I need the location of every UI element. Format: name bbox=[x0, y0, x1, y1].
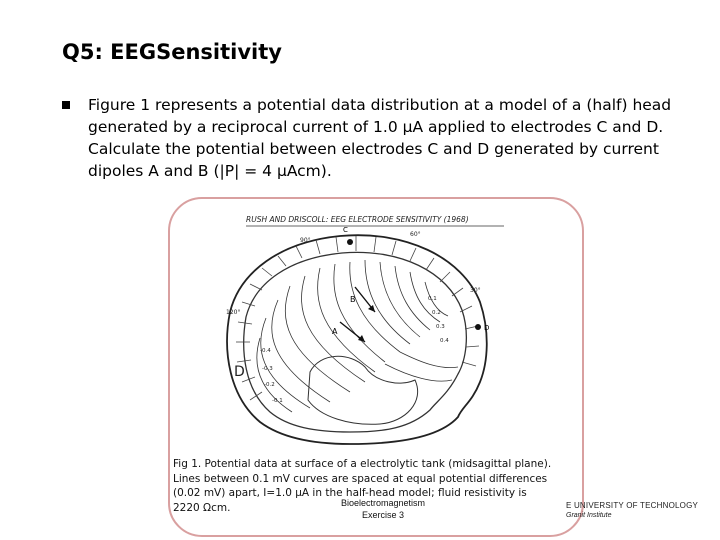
bullet-marker bbox=[62, 101, 70, 109]
svg-text:C: C bbox=[343, 226, 348, 234]
footer-exercise: Exercise 3 bbox=[361, 510, 405, 520]
footer-course-name: Bioelectromagnetism bbox=[340, 498, 426, 508]
svg-text:60°: 60° bbox=[410, 231, 421, 238]
question-text: Figure 1 represents a potential data distribution at a model of a (half) head generated by a reciprocal current of 1.0 µA applied to electrodes C and D. Calculate the potential between electrodes C and D generated by current dipoles A and B (|P| = 4 µAcm). bbox=[88, 96, 672, 180]
figure-caption: Fig 1. Potential data at surface of a electrolytic tank (midsagittal plane). Lines between 0.1 mV curves are spaced at equal potential differences (0.02 mV) apart, I=1.0 µA in the half-head model; fluid resistivity is 2220 Ωcm. bbox=[173, 458, 552, 514]
svg-text:120°: 120° bbox=[226, 309, 241, 316]
svg-text:-0.3: -0.3 bbox=[262, 366, 273, 372]
footer-course bbox=[333, 497, 433, 521]
svg-text:90°: 90° bbox=[300, 237, 311, 244]
svg-text:30°: 30° bbox=[470, 287, 481, 294]
slide-title: Q5: EEGSensitivity bbox=[62, 40, 282, 64]
svg-text:B: B bbox=[350, 295, 356, 304]
footer-institute: Granit Institute bbox=[566, 512, 612, 519]
footer-university: E UNIVERSITY OF TECHNOLOGY bbox=[566, 501, 699, 510]
svg-text:-0.2: -0.2 bbox=[264, 382, 275, 388]
contour-labels bbox=[260, 296, 449, 404]
svg-text:0.3: 0.3 bbox=[436, 324, 445, 330]
head-outline-inner bbox=[244, 252, 467, 432]
svg-text:A: A bbox=[332, 327, 338, 336]
stray-letter: D bbox=[234, 364, 245, 380]
figure-header: RUSH AND DRISCOLL: EEG ELECTRODE SENSITIVITY (1968) bbox=[246, 215, 469, 224]
svg-text:0.4: 0.4 bbox=[440, 338, 449, 344]
svg-text:0.1: 0.1 bbox=[428, 296, 437, 302]
dipole-b bbox=[350, 287, 375, 312]
eeg-sensitivity-figure bbox=[200, 202, 510, 450]
cavity-outline bbox=[308, 356, 418, 424]
svg-text:-0.4: -0.4 bbox=[260, 348, 271, 354]
electrode-d bbox=[475, 324, 489, 332]
svg-text:D: D bbox=[484, 324, 490, 332]
svg-text:0.2: 0.2 bbox=[432, 310, 441, 316]
svg-text:-0.1: -0.1 bbox=[272, 398, 283, 404]
